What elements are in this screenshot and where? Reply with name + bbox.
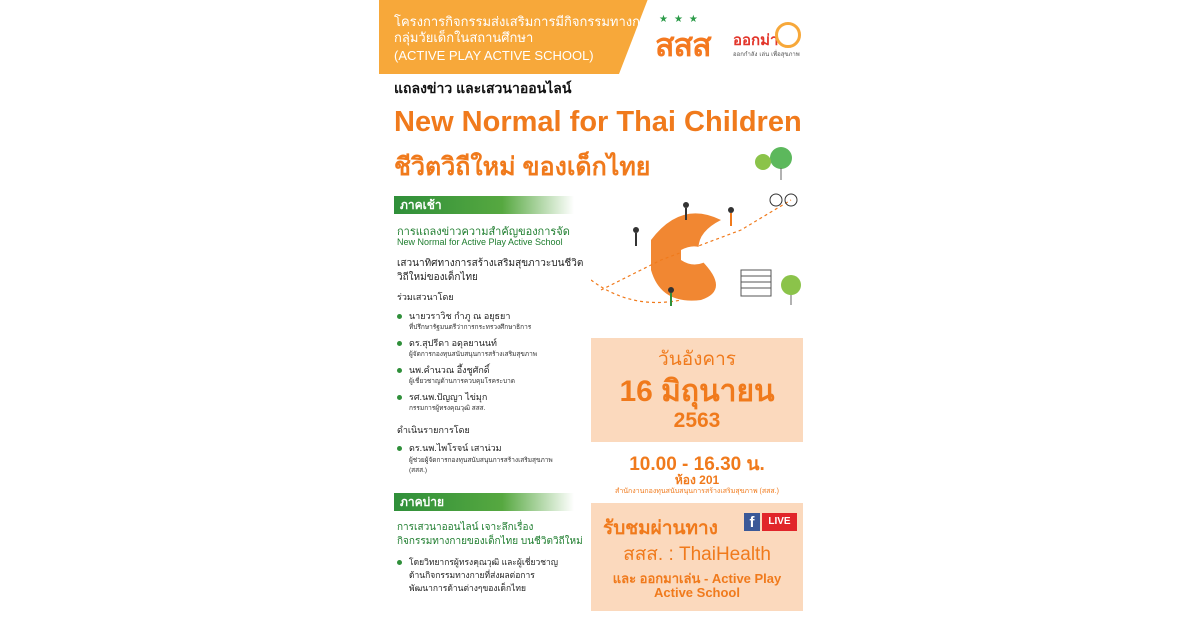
- event-poster: [379, 0, 823, 628]
- afternoon-speakers-line2: ด้านกิจกรรมทางกายที่ส่งผลต่อการ: [409, 570, 535, 580]
- panelist-role: ผู้จัดการกองทุนสนับสนุนการสร้างเสริมสุขภาพ: [409, 351, 538, 358]
- sss-logo: สสส: [655, 27, 711, 63]
- bullet-icon: [397, 395, 402, 400]
- watch-panel: [591, 503, 803, 611]
- afternoon-heading: ภาคบ่าย: [394, 493, 574, 511]
- sss-logo-stars-icon: ★★★: [659, 14, 704, 25]
- bullet-icon: [397, 446, 402, 451]
- morning-heading: ภาคเช้า: [394, 196, 574, 214]
- okma-runner-icon: [775, 22, 801, 48]
- event-year: 2563: [673, 409, 721, 432]
- panelist-role: กรรมการผู้ทรงคุณวุฒิ สสส.: [409, 405, 486, 412]
- watch-channel-activeplay: และ ออกมาเล่น - Active Play: [612, 571, 782, 586]
- morning-forum-line2: วิถีใหม่ของเด็กไทย: [397, 272, 478, 283]
- date-panel: [591, 338, 803, 442]
- morning-forum-line1: เสวนาทิศทางการสร้างเสริมสุขภาวะบนชีวิต: [397, 258, 584, 269]
- bullet-icon: [397, 341, 402, 346]
- event-day: วันอังคาร: [658, 349, 736, 370]
- event-room: ห้อง 201: [674, 473, 720, 487]
- afternoon-forum-line1: การเสวนาออนไลน์ เจาะลึกเรื่อง: [397, 522, 534, 533]
- afternoon-speakers-line3: พัฒนาการด้านต่างๆของเด็กไทย: [409, 583, 526, 593]
- event-title-th: ชีวิตวิถีใหม่ ของเด็กไทย: [394, 153, 651, 181]
- facebook-icon: f: [744, 513, 760, 531]
- afternoon-speakers-line1: โดยวิทยากรผู้ทรงคุณวุฒิ และผู้เชี่ยวชาญ: [409, 557, 559, 567]
- project-name-line3: (ACTIVE PLAY ACTIVE SCHOOL): [394, 48, 594, 63]
- panelist-name: รศ.นพ.ปัญญา ไข่มุก: [409, 392, 488, 402]
- morning-press-title: การแถลงข่าวความสำคัญของการจัด: [397, 226, 570, 238]
- moderator-name: ดร.นพ.ไพโรจน์ เสาน่วม: [409, 443, 502, 453]
- panel-label: ร่วมเสวนาโดย: [397, 292, 454, 302]
- event-date: 16 มิถุนายน: [619, 375, 775, 408]
- event-time: 10.00 - 16.30 น.: [629, 454, 765, 475]
- live-badge: LIVE: [762, 513, 797, 531]
- project-name-line2: กลุ่มวัยเด็กในสถานศึกษา: [394, 30, 534, 45]
- bullet-icon: [397, 560, 402, 565]
- playground-illustration: [591, 140, 811, 335]
- afternoon-forum-line2: กิจกรรมทางกายของเด็กไทย บนชีวิตวิถีใหม่: [397, 536, 583, 547]
- morning-press-subtitle: New Normal for Active Play Active School: [397, 237, 563, 247]
- event-venue: สำนักงานกองทุนสนับสนุนการสร้างเสริมสุขภาพ (สสส.): [615, 488, 779, 495]
- bullet-icon: [397, 368, 402, 373]
- watch-channel-activeschool: Active School: [654, 585, 740, 600]
- okma-logo: ออกม่า: [733, 32, 779, 49]
- panelist-name: นพ.คำนวณ อึ้งชูศักดิ์: [409, 365, 490, 375]
- okma-logo-tagline: ออกกำลัง เล่น เพื่อสุขภาพ: [733, 51, 800, 58]
- moderator-role-line2: (สสส.): [409, 467, 428, 474]
- panelist-role: ที่ปรึกษารัฐมนตรีว่าการกระทรวงศึกษาธิการ: [409, 324, 532, 331]
- moderator-label: ดำเนินรายการโดย: [397, 425, 470, 435]
- watch-label: รับชมผ่านทาง: [603, 518, 718, 539]
- moderator-role: ผู้ช่วยผู้จัดการกองทุนสนับสนุนการสร้างเสริมสุขภาพ: [409, 457, 553, 464]
- panelist-name: ดร.สุปรีดา อดุลยานนท์: [409, 338, 497, 348]
- event-title-en: New Normal for Thai Children: [394, 106, 802, 138]
- panelist-name: นายวราวิช กำภู ณ อยุธยา: [409, 311, 511, 321]
- panelist-role: ผู้เชี่ยวชาญด้านการควบคุมโรคระบาด: [409, 378, 515, 385]
- project-name-line1: โครงการกิจกรรมส่งเสริมการมีกิจกรรมทางกาย: [394, 14, 655, 29]
- event-subtitle: แถลงข่าว และเสวนาออนไลน์: [394, 80, 572, 96]
- bullet-icon: [397, 314, 402, 319]
- watch-channel-thaihealth: สสส. : ThaiHealth: [623, 544, 771, 565]
